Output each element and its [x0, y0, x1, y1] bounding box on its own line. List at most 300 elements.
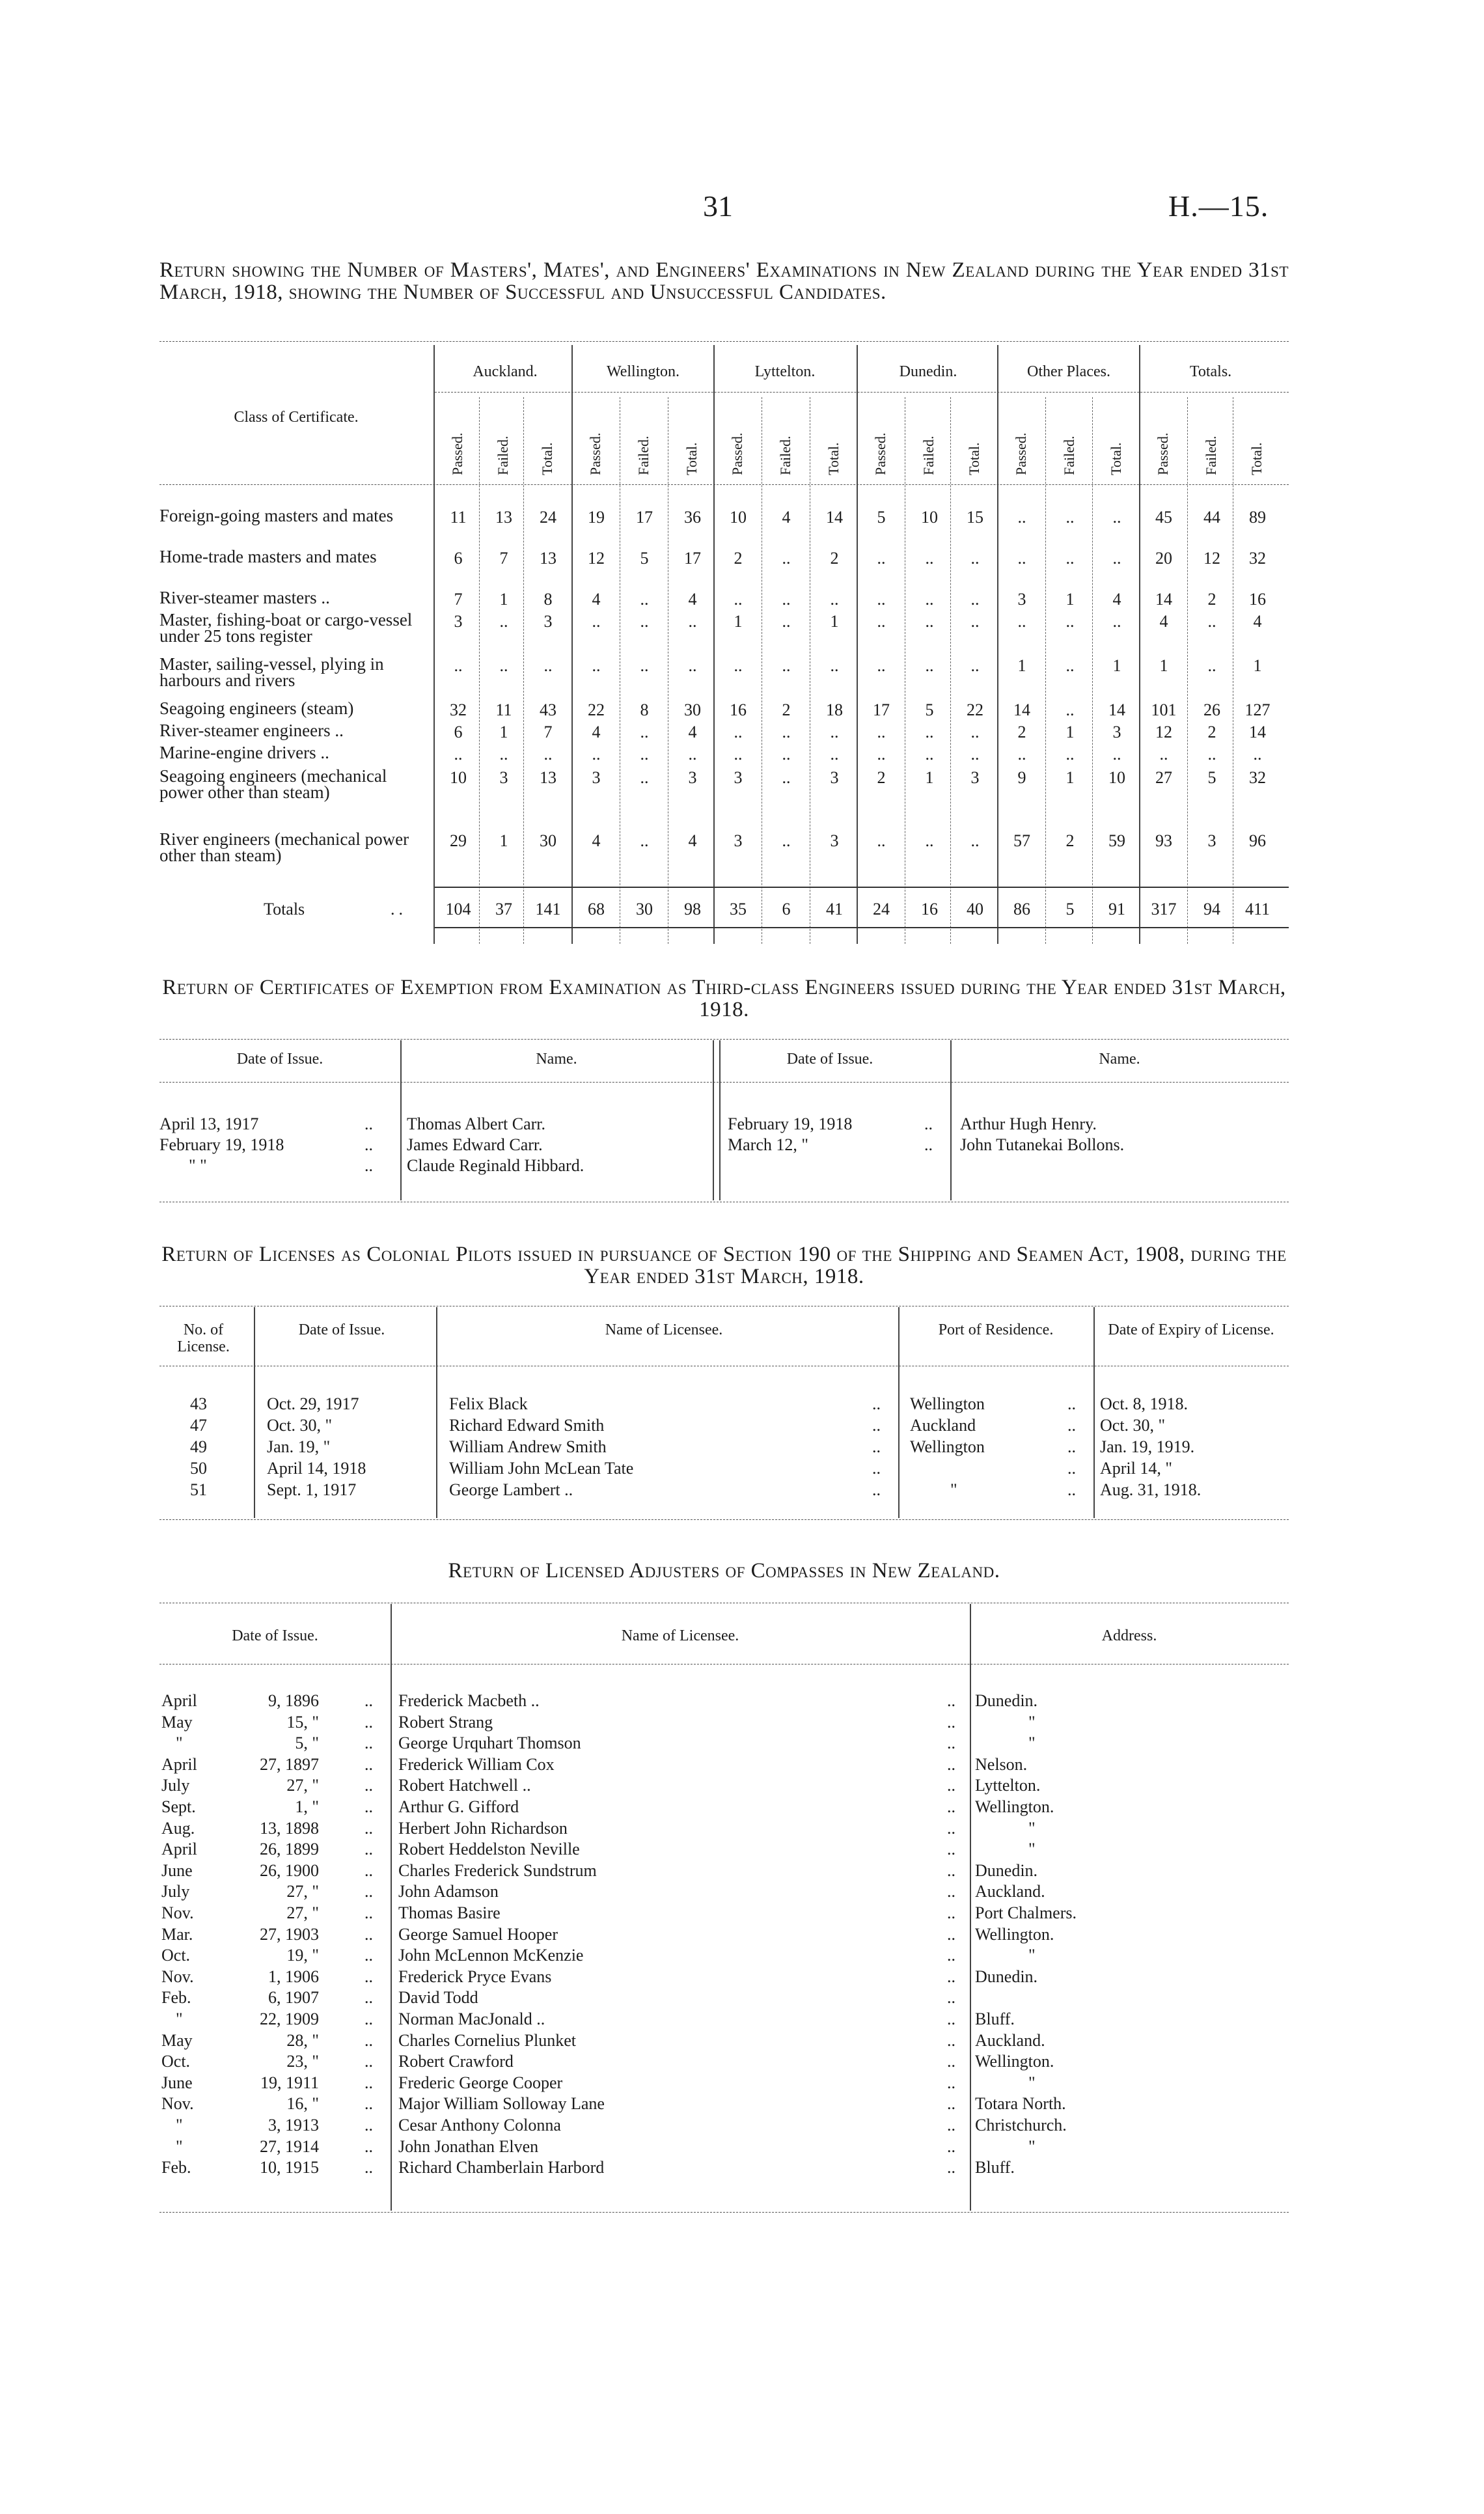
adjusters-header: Address.: [1101, 1627, 1157, 1644]
exams-cell: 27: [1155, 768, 1172, 787]
adjuster-leader: ..: [364, 1734, 373, 1753]
adjuster-leader: ..: [364, 2116, 373, 2134]
exams-cell: 5: [925, 700, 934, 719]
adjuster-date: 5, ": [295, 1734, 319, 1753]
exams-cell: ..: [543, 656, 553, 675]
exams-total-cell: 411: [1244, 900, 1271, 919]
adjuster-leader: ..: [947, 2073, 955, 2092]
adjuster-leader: ..: [364, 2158, 373, 2177]
exams-cell: ..: [877, 549, 886, 568]
pilots-heading: Return of Licenses as Colonial Pilots issued in pursuance of Section 190 of the Shipping and Seamen Act, 1908, during the Year ended 31st March, 1918.: [161, 1243, 1287, 1288]
exams-place-header: Dunedin.: [899, 363, 957, 380]
exams-cell: ..: [782, 612, 791, 631]
adjuster-name: John Jonathan Elven: [398, 2136, 539, 2156]
exams-cell: 11: [495, 700, 512, 719]
exams-cell: ..: [830, 590, 839, 609]
exams-cell: 17: [873, 700, 890, 719]
adjuster-address: Bluff.: [975, 2010, 1015, 2028]
exams-cell: ..: [925, 723, 934, 741]
adjuster-leader: ..: [947, 1776, 955, 1795]
exams-cell: 57: [1013, 831, 1030, 850]
exams-total-cell: 141: [535, 900, 561, 919]
exams-subcol-header: Total.: [1248, 442, 1265, 475]
adjuster-name: George Urquhart Thomson: [398, 1734, 581, 1753]
adjuster-date: 27, ": [286, 1903, 319, 1922]
exams-cell: ..: [1207, 745, 1216, 764]
pilot-no: 51: [190, 1480, 207, 1499]
exams-total-cell: 91: [1108, 900, 1125, 919]
adjuster-date: 27, 1897: [260, 1754, 319, 1774]
adjuster-address: Wellington.: [975, 2052, 1054, 2071]
adjuster-month: Oct.: [161, 1946, 191, 1965]
exams-total-cell: 104: [445, 900, 471, 919]
exams-place-header: Totals.: [1189, 363, 1232, 380]
pilot-date: April 14, 1918: [267, 1459, 366, 1478]
adjuster-month: Feb.: [161, 2158, 191, 2177]
exams-cell: ..: [1017, 508, 1026, 527]
exams-cell: 17: [684, 549, 701, 568]
adjuster-name: Robert Strang: [398, 1712, 493, 1732]
adjuster-name: Cesar Anthony Colonna: [398, 2116, 561, 2134]
exams-cell: 4: [592, 590, 601, 609]
exams-col-divider: [1139, 345, 1140, 944]
exams-col-divider: [1187, 397, 1188, 944]
adjuster-date: 15, ": [286, 1712, 319, 1732]
exams-row-label: Seagoing engineers (mechanical power other than steam): [159, 766, 387, 802]
adjuster-leader: ..: [947, 2030, 955, 2050]
exams-cell: ..: [877, 612, 886, 631]
exams-cell: ..: [970, 723, 980, 741]
pilot-name: George Lambert ..: [449, 1480, 573, 1499]
exempt-header: Name.: [536, 1051, 577, 1068]
adjuster-month: July: [161, 1776, 190, 1795]
adjuster-date: 27, 1903: [260, 1924, 319, 1944]
pilots-col-divider: [254, 1307, 255, 1518]
adjuster-leader: ..: [364, 1754, 373, 1774]
adjuster-month: Sept.: [161, 1797, 196, 1816]
adjuster-leader: ..: [364, 2052, 373, 2071]
adjuster-name: George Samuel Hooper: [398, 1924, 558, 1944]
exams-cell: ..: [1065, 656, 1075, 675]
adjuster-leader: ..: [364, 1882, 373, 1901]
exams-cell: 96: [1249, 831, 1266, 850]
exams-cell: ..: [970, 745, 980, 764]
adjuster-month: Nov.: [161, 1903, 194, 1922]
pilot-expiry: April 14, ": [1100, 1459, 1172, 1478]
exams-cell: 1: [1065, 590, 1075, 609]
exams-subcol-header: Passed.: [729, 432, 745, 475]
adjuster-address: Port Chalmers.: [975, 1903, 1077, 1922]
exams-top-rule: [159, 341, 1289, 342]
exams-col-divider: [1045, 397, 1046, 944]
adjuster-leader: ..: [947, 1797, 955, 1816]
exams-cell: 26: [1203, 700, 1220, 719]
adjuster-leader: ..: [947, 1967, 955, 1986]
adjuster-date: 23, ": [286, 2052, 319, 2071]
exams-cell: 7: [499, 549, 508, 568]
exams-cell: ..: [688, 745, 697, 764]
pilot-port: Wellington: [910, 1394, 985, 1413]
exams-row-label: Master, fishing-boat or cargo-vessel under 25 tons register: [159, 610, 413, 646]
adjuster-leader: ..: [947, 2052, 955, 2071]
exams-cell: 1: [1065, 723, 1075, 741]
exams-cell: ..: [1112, 612, 1121, 631]
exams-cell: 3: [543, 612, 553, 631]
exams-cell: ..: [592, 656, 601, 675]
adjuster-leader: ..: [364, 1988, 373, 2008]
adjuster-leader: ..: [947, 1712, 955, 1732]
exams-col-divider: [997, 345, 998, 944]
adjuster-name: Robert Crawford: [398, 2052, 514, 2071]
exams-total-cell: 24: [873, 900, 890, 919]
adjuster-date: 19, ": [286, 1946, 319, 1965]
exams-cell: ..: [782, 549, 791, 568]
exams-cell: 4: [1112, 590, 1121, 609]
exempt-name: Thomas Albert Carr.: [407, 1114, 546, 1133]
exempt-col-divider: [400, 1040, 402, 1200]
exempt-name: John Tutanekai Bollons.: [960, 1135, 1125, 1154]
adjusters-col-divider: [970, 1604, 971, 2211]
exams-cell: ..: [454, 656, 463, 675]
exams-cell: ..: [877, 656, 886, 675]
adjuster-leader: ..: [947, 1754, 955, 1774]
exams-total-cell: 94: [1203, 900, 1220, 919]
adjuster-name: Frederick William Cox: [398, 1754, 555, 1774]
adjuster-month: ": [176, 1734, 183, 1753]
exams-cell: ..: [640, 745, 649, 764]
adjuster-month: Feb.: [161, 1988, 191, 2008]
exempt-date: April 13, 1917: [159, 1114, 259, 1133]
exams-cell: 13: [540, 768, 556, 787]
exams-cell: ..: [925, 831, 934, 850]
exams-group-rule: [435, 392, 1289, 393]
exams-header-rule: [159, 484, 1289, 485]
exams-cell: 3: [1112, 723, 1121, 741]
exams-subcol-header: Failed.: [920, 435, 937, 475]
pilot-no: 50: [190, 1459, 207, 1478]
exams-cell: 4: [1159, 612, 1168, 631]
exams-total-cell: 35: [730, 900, 747, 919]
exams-cell: ..: [1017, 612, 1026, 631]
adjuster-leader: ..: [364, 2073, 373, 2092]
exams-cell: 17: [636, 508, 653, 527]
exams-cell: 12: [588, 549, 605, 568]
exams-cell: 32: [450, 700, 467, 719]
exams-cell: 5: [877, 508, 886, 527]
exams-cell: 24: [540, 508, 556, 527]
exams-totals-label: Totals: [264, 900, 305, 919]
adjusters-bottom-rule: [159, 2212, 1289, 2213]
exams-cell: 1: [499, 723, 508, 741]
exams-cell: 4: [688, 723, 697, 741]
adjuster-leader: ..: [364, 2010, 373, 2028]
adjuster-leader: ..: [947, 1903, 955, 1922]
exams-cell: 16: [730, 700, 747, 719]
exams-cell: 2: [734, 549, 743, 568]
adjuster-name: John Adamson: [398, 1882, 499, 1901]
exams-col-divider: [857, 345, 858, 944]
adjuster-leader: ..: [947, 1840, 955, 1859]
exempt-header: Date of Issue.: [236, 1051, 323, 1068]
exams-total-cell: 5: [1065, 900, 1075, 919]
exams-cell: 1: [925, 768, 934, 787]
exams-cell: 6: [454, 549, 463, 568]
adjuster-leader: ..: [947, 2158, 955, 2177]
adjuster-date: 3, 1913: [268, 2116, 319, 2134]
exams-cell: 127: [1244, 700, 1271, 719]
exams-cell: 22: [588, 700, 605, 719]
exams-cell: 14: [1155, 590, 1172, 609]
exams-cell: ..: [970, 549, 980, 568]
pilot-leader: ..: [1067, 1459, 1076, 1478]
adjuster-address: ": [1028, 1734, 1036, 1753]
pilots-bottom-rule: [159, 1519, 1289, 1520]
exams-cell: 8: [543, 590, 553, 609]
exams-cell: ..: [782, 590, 791, 609]
pilots-header: Port of Residence.: [938, 1321, 1054, 1338]
adjuster-address: Wellington.: [975, 1924, 1054, 1944]
exams-cell: 4: [688, 590, 697, 609]
pilot-port: Auckland: [910, 1416, 976, 1435]
pilot-leader: ..: [1067, 1437, 1076, 1456]
exempt-col-divider: [719, 1040, 721, 1200]
exams-row-label: River-steamer engineers ..: [159, 721, 344, 740]
pilot-leader: ..: [872, 1480, 881, 1499]
exams-place-header: Wellington.: [606, 363, 680, 380]
exams-cell: ..: [1207, 656, 1216, 675]
adjuster-date: 9, 1896: [268, 1691, 319, 1710]
adjuster-leader: ..: [947, 1860, 955, 1880]
pilot-date: Oct. 30, ": [267, 1416, 333, 1435]
exams-cell: 2: [1065, 831, 1075, 850]
adjuster-leader: ..: [364, 2094, 373, 2114]
adjuster-month: July: [161, 1882, 190, 1901]
pilot-name: Richard Edward Smith: [449, 1416, 605, 1435]
pilot-port: ": [950, 1480, 957, 1499]
exams-cell: 1: [1017, 656, 1026, 675]
adjuster-name: Herbert John Richardson: [398, 1818, 568, 1838]
exams-cell: 59: [1108, 831, 1125, 850]
exams-cell: ..: [734, 590, 743, 609]
exempt-top-rule: [159, 1039, 1289, 1040]
exams-cell: ..: [640, 768, 649, 787]
pilot-no: 49: [190, 1437, 207, 1456]
exams-cell: ..: [688, 656, 697, 675]
exams-cell: 4: [688, 831, 697, 850]
exams-cell: 19: [588, 508, 605, 527]
adjuster-address: Totara North.: [975, 2094, 1066, 2114]
exams-cell: 3: [688, 768, 697, 787]
adjuster-address: ": [1028, 1818, 1036, 1838]
exams-cell: 14: [1249, 723, 1266, 741]
exams-cell: ..: [734, 745, 743, 764]
pilot-leader: ..: [1067, 1394, 1076, 1413]
adjuster-name: Thomas Basire: [398, 1903, 501, 1922]
exams-cell: 11: [450, 508, 467, 527]
adjuster-date: 26, 1900: [260, 1860, 319, 1880]
exempt-leader: ..: [924, 1135, 933, 1154]
exams-cell: 30: [684, 700, 701, 719]
exams-cell: 15: [967, 508, 983, 527]
adjuster-date: 16, ": [286, 2094, 319, 2114]
adjuster-name: Norman MacJonald ..: [398, 2010, 545, 2028]
exams-cell: 3: [830, 768, 839, 787]
adjuster-leader: ..: [947, 2116, 955, 2134]
exempt-header: Date of Issue.: [786, 1051, 873, 1068]
adjuster-name: Charles Cornelius Plunket: [398, 2030, 576, 2050]
exams-cell: 16: [1249, 590, 1266, 609]
exams-cell: ..: [640, 656, 649, 675]
exams-place-header: Other Places.: [1027, 363, 1110, 380]
adjuster-address: Auckland.: [975, 2030, 1045, 2050]
exams-subcol-header: Total.: [1108, 442, 1124, 475]
exempt-name: Claude Reginald Hibbard.: [407, 1156, 584, 1175]
pilots-header: No. of License.: [177, 1321, 230, 1355]
exams-heading: Return showing the Number of Masters', Mates', and Engineers' Examinations in New Zealand during the Year ended 31st March, 1918, showing the Number of Successful and Unsuccessful Candidates.: [159, 258, 1289, 304]
exempt-header: Name.: [1099, 1051, 1140, 1068]
exams-cell: 13: [495, 508, 512, 527]
adjuster-month: Nov.: [161, 2094, 194, 2114]
exemptions-heading: Return of Certificates of Exemption from Examination as Third-class Engineers issued during the Year ended 31st March, 1918.: [162, 976, 1286, 1021]
pilot-date: Oct. 29, 1917: [267, 1394, 359, 1413]
pilot-date: Jan. 19, ": [267, 1437, 331, 1456]
exempt-col-divider: [713, 1040, 714, 1200]
adjuster-leader: ..: [364, 1776, 373, 1795]
exams-cell: ..: [925, 612, 934, 631]
exams-cell: ..: [830, 745, 839, 764]
exams-total-cell: 6: [782, 900, 791, 919]
pilot-name: William John McLean Tate: [449, 1459, 634, 1478]
exams-cell: ..: [1017, 745, 1026, 764]
adjuster-leader: ..: [364, 2136, 373, 2156]
exams-cell: 30: [540, 831, 556, 850]
exams-cell: ..: [1112, 508, 1121, 527]
exams-cell: ..: [734, 656, 743, 675]
exams-subcol-header: Failed.: [635, 435, 652, 475]
exams-cell: ..: [782, 723, 791, 741]
adjuster-month: Nov.: [161, 1967, 194, 1986]
pilots-col-divider: [436, 1307, 437, 1518]
exams-subcol-header: Total.: [966, 442, 982, 475]
exams-cell: 2: [877, 768, 886, 787]
adjuster-address: ": [1028, 1946, 1036, 1965]
exams-place-header: Auckland.: [473, 363, 538, 380]
exams-cell: 14: [826, 508, 843, 527]
exams-cell: ..: [1065, 549, 1075, 568]
exams-subcol-header: Failed.: [495, 435, 511, 475]
adjuster-address: Auckland.: [975, 1882, 1045, 1901]
adjuster-date: 27, 1914: [260, 2136, 319, 2156]
exams-cell: 12: [1155, 723, 1172, 741]
adjuster-leader: ..: [364, 1691, 373, 1710]
exams-total-cell: 16: [921, 900, 938, 919]
adjuster-date: 28, ": [286, 2030, 319, 2050]
adjuster-name: Charles Frederick Sundstrum: [398, 1860, 597, 1880]
exams-cell: ..: [592, 612, 601, 631]
adjuster-address: Dunedin.: [975, 1691, 1038, 1710]
exams-cell: ..: [1065, 612, 1075, 631]
pilots-col-divider: [898, 1307, 900, 1518]
adjuster-date: 22, 1909: [260, 2010, 319, 2028]
exams-subcol-header: Passed.: [587, 432, 603, 475]
exams-cell: 1: [1112, 656, 1121, 675]
exams-cell: ..: [543, 745, 553, 764]
pilots-header: Date of Expiry of License.: [1108, 1321, 1274, 1338]
adjuster-leader: ..: [364, 1967, 373, 1986]
exams-cell: ..: [640, 612, 649, 631]
exams-subcol-header: Passed.: [1013, 432, 1029, 475]
adjuster-address: Bluff.: [975, 2158, 1015, 2177]
exams-cell: 3: [499, 768, 508, 787]
exams-cell: 1: [830, 612, 839, 631]
adjuster-date: 13, 1898: [260, 1818, 319, 1838]
adjuster-name: Frederick Macbeth ..: [398, 1691, 540, 1710]
exams-cell: 4: [1253, 612, 1262, 631]
exams-cell: ..: [782, 745, 791, 764]
exams-cell: 32: [1249, 768, 1266, 787]
exams-col-divider: [571, 345, 573, 944]
adjuster-leader: ..: [947, 2094, 955, 2114]
exams-cell: ..: [640, 723, 649, 741]
exams-cell: 10: [921, 508, 938, 527]
exams-cell: ..: [1253, 745, 1262, 764]
exams-totals-rule: [435, 887, 1289, 888]
adjuster-name: Robert Heddelston Neville: [398, 1840, 580, 1859]
pilots-col-divider: [1093, 1307, 1095, 1518]
pilot-expiry: Aug. 31, 1918.: [1100, 1480, 1202, 1499]
exams-cell: ..: [1065, 745, 1075, 764]
exams-cell: 9: [1017, 768, 1026, 787]
adjuster-date: 27, ": [286, 1776, 319, 1795]
exams-cell: ..: [688, 612, 697, 631]
exams-cell: 22: [967, 700, 983, 719]
exams-cell: ..: [1112, 549, 1121, 568]
adjuster-leader: ..: [364, 1903, 373, 1922]
exams-place-header: Lyttelton.: [754, 363, 816, 380]
exempt-date: March 12, ": [728, 1135, 808, 1154]
adjuster-leader: ..: [947, 1734, 955, 1753]
exams-cell: 3: [734, 768, 743, 787]
exempt-col-divider: [950, 1040, 952, 1200]
adjuster-leader: ..: [947, 1946, 955, 1965]
adjuster-leader: ..: [364, 1860, 373, 1880]
adjuster-leader: ..: [947, 1988, 955, 2008]
exams-cell: 1: [499, 590, 508, 609]
exempt-date: February 19, 1918: [159, 1135, 284, 1154]
exams-cell: 93: [1155, 831, 1172, 850]
exams-cell: 5: [1207, 768, 1216, 787]
exempt-name: James Edward Carr.: [407, 1135, 543, 1154]
exempt-header-rule: [159, 1082, 1289, 1083]
exams-cell: 8: [640, 700, 649, 719]
exams-cell: 18: [826, 700, 843, 719]
page-number: 31: [703, 189, 733, 223]
exams-total-cell: 30: [636, 900, 653, 919]
exams-total-cell: 68: [588, 900, 605, 919]
exams-cell: 4: [782, 508, 791, 527]
exams-cell: ..: [925, 656, 934, 675]
pilot-expiry: Jan. 19, 1919.: [1100, 1437, 1195, 1456]
exams-subcol-header: Failed.: [1061, 435, 1077, 475]
pilot-leader: ..: [872, 1459, 881, 1478]
adjuster-name: Richard Chamberlain Harbord: [398, 2158, 605, 2177]
exams-row-label: Marine-engine drivers ..: [159, 743, 329, 762]
exams-cell: ..: [592, 745, 601, 764]
adjuster-address: ": [1028, 1712, 1036, 1732]
exams-cell: ..: [970, 612, 980, 631]
exams-total-cell: 40: [967, 900, 983, 919]
pilots-header: Date of Issue.: [298, 1321, 385, 1338]
